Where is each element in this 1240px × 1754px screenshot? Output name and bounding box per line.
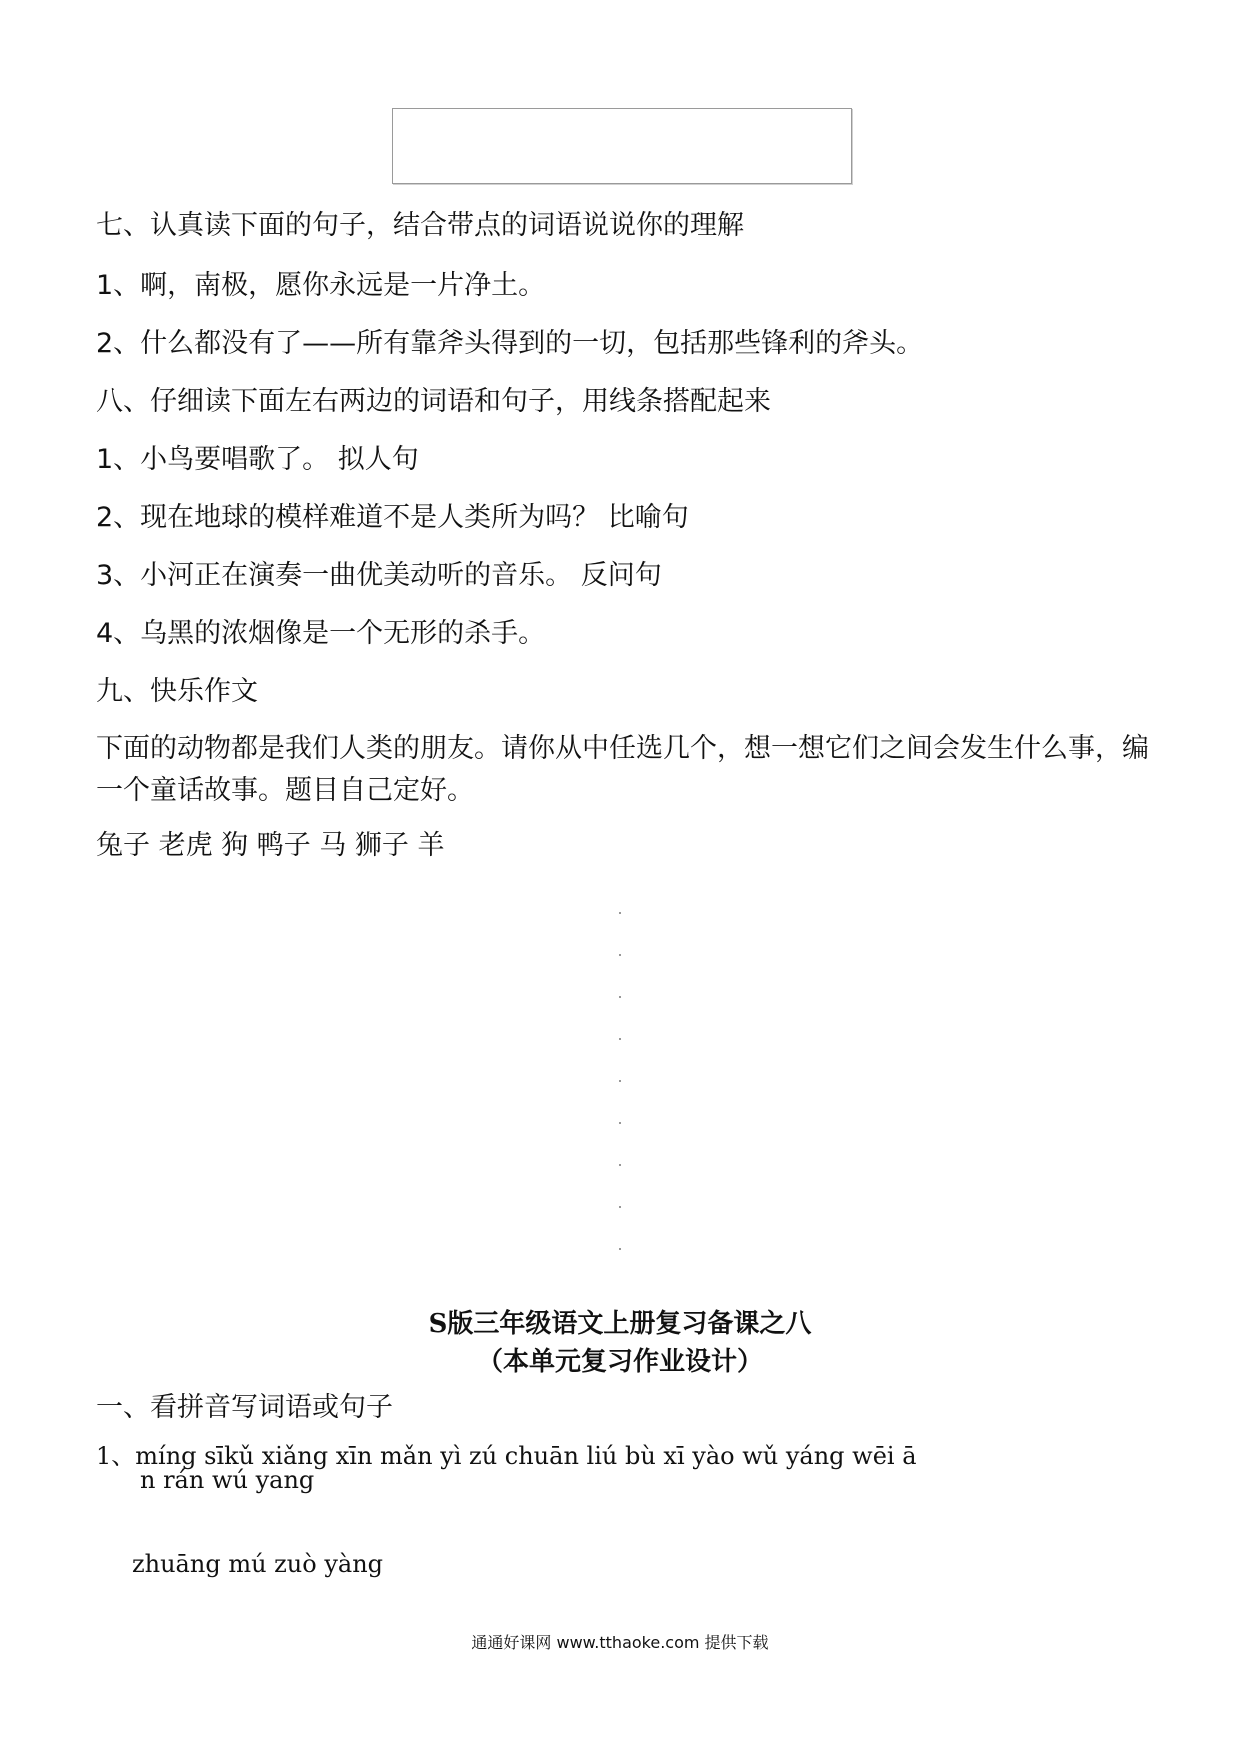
section-8-heading: 八、仔细读下面左右两边的词语和句子，用线条搭配起来 [96, 386, 771, 417]
section-7-heading: 七、认真读下面的句子，结合带点的词语说说你的理解 [96, 210, 744, 241]
document-title: S版三年级语文上册复习备课之八 [428, 1309, 812, 1339]
pinyin-line-1: 1、míng sīkǔ xiǎng xīn mǎn yì zú chuān liú bù xī yào wǔ yáng wēi ā [96, 1442, 917, 1470]
section-8-item-4: 4、乌黑的浓烟像是一个无形的杀手。 [96, 618, 546, 649]
section-7-item-1: 1、啊，南极，愿你永远是一片净土。 [96, 270, 546, 301]
section-1-heading: 一、看拼音写词语或句子 [96, 1392, 393, 1423]
spacer-dot [619, 1248, 621, 1250]
section-7-item-2: 2、什么都没有了——所有靠斧头得到的一切，包括那些锋利的斧头。 [96, 328, 924, 359]
section-8-item-3: 3、小河正在演奏一曲优美动听的音乐。 反问句 [96, 560, 662, 591]
pinyin-line-2: zhuāng mú zuò yàng [132, 1550, 384, 1578]
spacer-dot [619, 996, 621, 998]
section-9-heading: 九、快乐作文 [96, 676, 258, 707]
spacer-dot [619, 1038, 621, 1040]
composition-prompt: 下面的动物都是我们人类的朋友。请你从中任选几个，想一想它们之间会发生什么事，编一个童话故事。题目自己定好。 [96, 733, 1149, 806]
animal-list: 兔子 老虎 狗 鸭子 马 狮子 羊 [96, 830, 445, 861]
spacer-dot [619, 1122, 621, 1124]
page-footer: 通通好课网 www.tthaoke.com 提供下载 [471, 1633, 769, 1652]
spacer-dot [619, 954, 621, 956]
spacer-dot [619, 1080, 621, 1082]
spacer-dot [619, 912, 621, 914]
section-8-item-1: 1、小鸟要唱歌了。 拟人句 [96, 444, 419, 475]
answer-box [392, 108, 852, 184]
document-subtitle: （本单元复习作业设计） [476, 1347, 763, 1377]
spacer-dot [619, 1206, 621, 1208]
pinyin-line-1-wrap: n rán wú yang [140, 1466, 315, 1494]
spacer-dot [619, 1164, 621, 1166]
section-8-item-2: 2、现在地球的模样难道不是人类所为吗？ 比喻句 [96, 502, 689, 533]
